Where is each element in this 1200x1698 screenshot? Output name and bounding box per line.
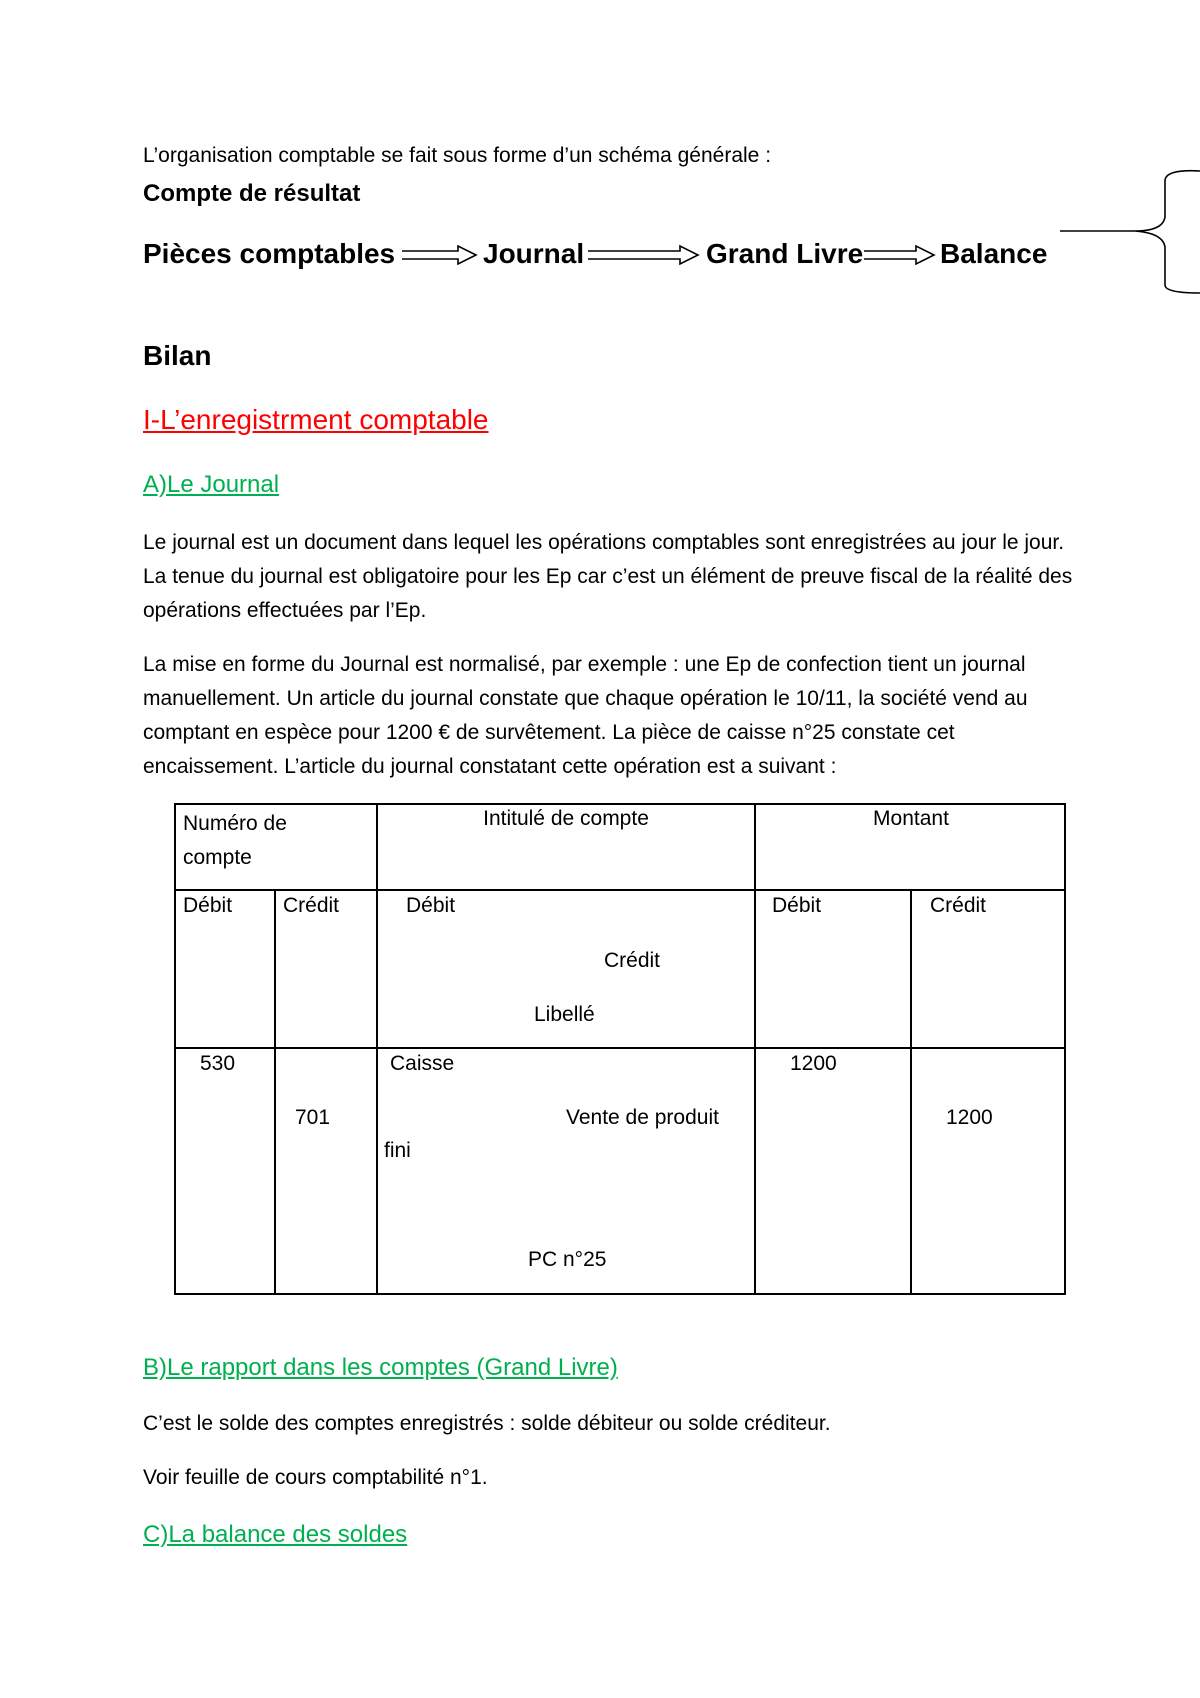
flow-step-journal: Journal bbox=[483, 238, 585, 269]
intro-text: L’organisation comptable se fait sous forme d’un schéma générale : bbox=[143, 144, 772, 167]
cell-account-debit: 530 bbox=[200, 1052, 236, 1075]
header-credit-label: Crédit bbox=[604, 949, 661, 972]
cell-label-pc: PC n°25 bbox=[528, 1248, 607, 1271]
journal-example: La mise en forme du Journal est normalisé, par exemple : une Ep de confection tient un journal manuellement. Un article du journal constate que chaque opération le 10/11, la société vend au comptant en espèce pour 1200 € de survêtement. La pièce de caisse n°25 constate cet encaissement. L’article du journal constatant cette opération est a suivant : bbox=[143, 653, 1028, 778]
flow-step-grand-livre: Grand Livre bbox=[706, 238, 864, 269]
header-numero-compte: Numéro de compte bbox=[183, 812, 287, 869]
header-montant-debit: Débit bbox=[772, 894, 822, 917]
cell-amount-credit: 1200 bbox=[946, 1106, 993, 1129]
section-title: I-L’enregistrment comptable bbox=[143, 404, 489, 435]
header-credit-account: Crédit bbox=[283, 894, 340, 917]
cell-account-credit: 701 bbox=[295, 1106, 331, 1129]
cours-reference-text: Voir feuille de cours comptabilité n°1. bbox=[143, 1466, 488, 1489]
cell-label-fini: fini bbox=[384, 1139, 411, 1162]
flow-step-pieces: Pièces comptables bbox=[143, 238, 396, 269]
flow-arrow-icon bbox=[862, 243, 938, 267]
journal-definition: Le journal est un document dans lequel les opérations comptables sont enregistrées au jour le jour. La tenue du journal est obligatoire pour les Ep car c’est un élément de preuve fiscal de la réalité des opérations effectuées par l’Ep. bbox=[143, 531, 1073, 622]
cell-label-vente: Vente de produit bbox=[566, 1106, 719, 1129]
header-montant: Montant bbox=[873, 807, 949, 830]
flow-step-balance: Balance bbox=[940, 238, 1048, 269]
header-libelle: Libellé bbox=[534, 1003, 595, 1026]
grand-livre-text: C’est le solde des comptes enregistrés : solde débiteur ou solde créditeur. bbox=[143, 1412, 831, 1435]
subsection-balance: C)La balance des soldes bbox=[143, 1521, 408, 1548]
flow-arrow-icon bbox=[586, 243, 702, 267]
cell-amount-debit: 1200 bbox=[790, 1052, 837, 1075]
header-intitule-compte: Intitulé de compte bbox=[483, 807, 649, 830]
curly-brace-icon bbox=[1055, 165, 1200, 300]
header-debit-account: Débit bbox=[183, 894, 233, 917]
journal-table bbox=[174, 803, 1066, 1295]
cell-label-caisse: Caisse bbox=[390, 1052, 455, 1075]
compte-resultat-label: Compte de résultat bbox=[143, 180, 361, 207]
header-montant-credit: Crédit bbox=[930, 894, 987, 917]
header-debit-label: Débit bbox=[406, 894, 456, 917]
subsection-grand-livre: B)Le rapport dans les comptes (Grand Livre) bbox=[143, 1354, 618, 1381]
flow-arrow-icon bbox=[400, 243, 480, 267]
bilan-label: Bilan bbox=[143, 340, 212, 371]
subsection-journal: A)Le Journal bbox=[143, 471, 280, 498]
